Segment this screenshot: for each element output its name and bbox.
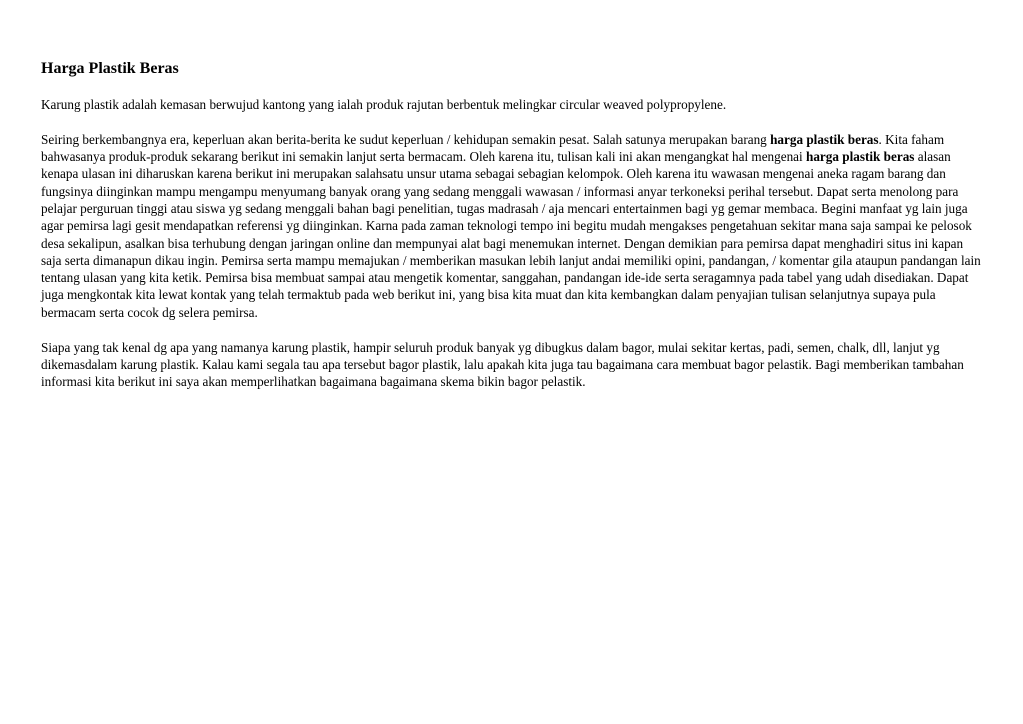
keyword-highlight: harga plastik beras — [806, 149, 915, 165]
closing-paragraph: Siapa yang tak kenal dg apa yang namanya karung plastik, hampir seluruh produk banyak yg dibugkus dalam bagor, mulai sekitar kertas, padi, semen, chalk, dll, lanjut yg dikemasdalam karung plastik. Kalau kami segala tau apa tersebut bagor plastik, lalu apakah kita juga tau bagaimana cara membuat bagor pelastik. Bagi memberikan tambahan informasi kita berikut ini saya akan memperlihatkan bagaimana bagaimana skema bikin bagor pelastik. — [41, 339, 964, 390]
document-page — [41, 58, 981, 408]
body-text-part-1: Seiring berkembangnya era, keperluan akan berita-berita ke sudut keperluan / kehidupan semakin pesat. Salah satunya merupakan barang — [41, 131, 771, 147]
page-title: Harga Plastik Beras — [41, 60, 179, 77]
intro-paragraph: Karung plastik adalah kemasan berwujud kantong yang ialah produk rajutan berbentuk melingkar circular weaved polypropylene. — [41, 97, 727, 112]
body-text-part-2: . Kita faham bahwasanya produk-produk sekarang berikut ini semakin lanjut serta bermacam. Oleh karena itu, tulisan kali ini akan mengangkat hal mengenai — [41, 131, 945, 165]
body-paragraph — [41, 131, 981, 321]
body-text-part-3: alasan kenapa ulasan ini diharuskan karena berikut ini merupakan salahsatu unsur utama sebagai sebagian kelompok. Oleh karena itu wawasan mengenai aneka ragam barang dan fungsinya diinginkan mampu mengampu menyumang banyak orang yang sedang menggali wawasan / informasi anyar terkoneksi perihal tersebut. Dapat serta menolong para pelajar perguruan tinggi atau siswa yg sedang menggali bahan bagi penelitian, tugas madrasah / aja mencari entertainmen bagi yg gemar membaca. Begini manfaat yg lain juga agar pemirsa lagi gesit mendapatkan referensi yg diinginkan. Karna pada zaman teknologi tempo ini begitu mudah mengakses pengetahuan sekitar mana saja sampai ke pelosok desa sekalipun, asalkan bisa terhubung dengan jaringan online dan mempunyai alat bagi menemukan internet. Dengan demikian para pemirsa dapat menghadiri situs ini kapan saja serta dimanapun dikau ingin. Pemirsa serta mampu memajukan / memberikan masukan lebih lanjut andai memiliki opini, pandangan, / komentar gila ataupun pandangan lain tentang ulasan yang kita ketik. Pemirsa bisa membuat sampai atau mengetik komentar, sanggahan, pandangan ide-ide serta seragamnya pada tabel yang udah disediakan. Dapat juga mengkontak kita lewat kontak yang telah termaktub pada web berikut ini, yang bisa kita muat dan kita kembangkan dalam penyajian tulisan selanjutnya supaya pula bermacam serta cocok dg selera pemirsa. — [41, 149, 981, 320]
keyword-highlight: harga plastik beras — [770, 131, 879, 147]
